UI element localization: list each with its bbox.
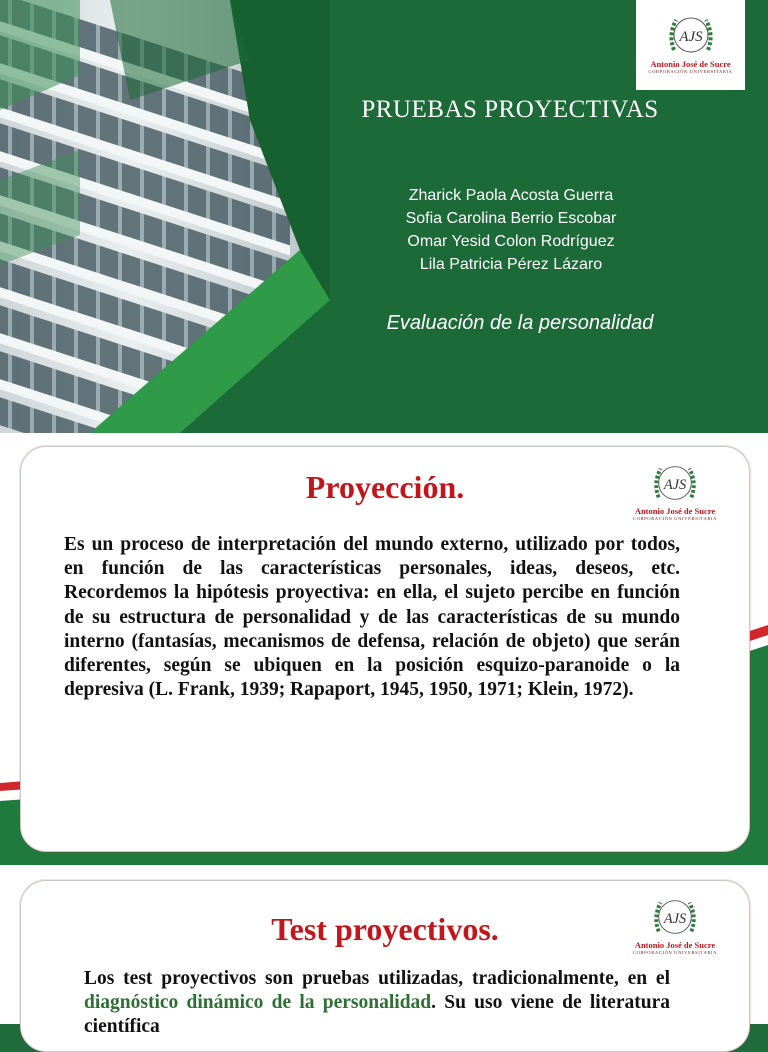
slide-title: Test proyectivos. xyxy=(271,911,499,947)
university-logo: AJS Antonio José de Sucre CORPORACIÓN UNIVERSITARIA xyxy=(636,10,745,75)
highlighted-term: diagnóstico dinámico de la personalidad xyxy=(84,992,432,1014)
logo-panel xyxy=(636,0,745,90)
university-logo: AJS Antonio José de Sucre CORPORACIÓN UNIVERSITARIA xyxy=(627,893,723,956)
author-list xyxy=(330,184,692,276)
laurel-monogram-icon xyxy=(666,10,716,60)
slide-proyeccion xyxy=(20,446,750,852)
author-name: Zharick Paola Acosta Guerra xyxy=(408,187,614,204)
author-name: Sofia Carolina Berrio Escobar xyxy=(405,210,617,227)
author-name: Lila Patricia Pérez Lázaro xyxy=(419,256,603,273)
university-logo: AJS Antonio José de Sucre CORPORACIÓN UNIVERSITARIA xyxy=(627,459,723,522)
slide-test-proyectivos xyxy=(20,880,750,1052)
slide-title: Proyección. xyxy=(305,469,465,505)
laurel-monogram-icon xyxy=(651,459,699,507)
title-slide xyxy=(0,0,768,433)
author-name: Omar Yesid Colon Rodríguez xyxy=(407,233,615,250)
svg-text:AJS: AJS xyxy=(663,476,687,493)
svg-text:AJS: AJS xyxy=(663,910,687,927)
svg-text:AJS: AJS xyxy=(678,29,703,45)
slide-body-text: Los test proyectivos son pruebas utilizadas, tradicionalmente, en el diagnóstico dinámico de la personalidad. Su uso viene de literatura científica xyxy=(84,968,670,1038)
presentation-subtitle: Evaluación de la personalidad xyxy=(386,312,654,334)
laurel-monogram-icon xyxy=(651,893,699,941)
presentation-title: PRUEBAS PROYECTIVAS xyxy=(361,96,659,123)
slide-body-text: Es un proceso de interpretación del mundo externo, utilizado por todos, en función de las características personales, ideas, deseos, etc. Recordemos la hipótesis proyectiva: en ella, el sujeto percibe en función de su estructura de personalidad y de las características de su mundo interno (fantasías, mecanismos de defensa, relación de objeto) que serán diferentes, según se ubiquen en la posición esquizo-paranoide o la depresiva (L. Frank, 1939; Rapaport, 1945, 1950, 1971; Klein, 1972). xyxy=(64,534,680,701)
